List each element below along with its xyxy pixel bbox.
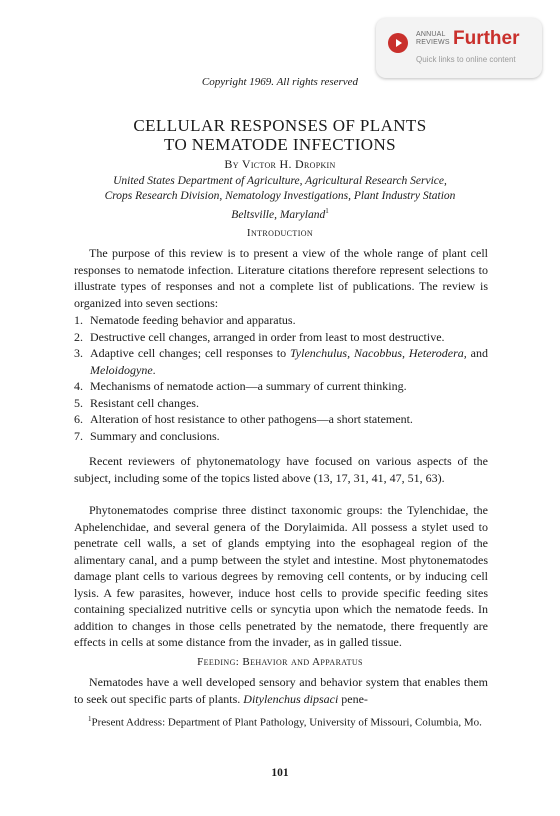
list-item: 5. Resistant cell changes. [74,395,199,410]
copyright-notice: Copyright 1969. All rights reserved [201,76,359,88]
section-heading-feeding: Feeding: Behavior and Apparatus [197,656,363,668]
feeding-paragraph: Nematodes have a well developed sensory and behavior system that enables them to seek out specific parts of plants. Ditylenchus dipsaci pene- [74,675,488,706]
badge-further-label: Further [453,28,520,49]
sections-list [74,312,488,444]
author-affiliation: United States Department of Agriculture, Agricultural Research Service, Crops Research Division, Nematology Investigations, Plant Industry Station Beltsville, Maryland$^1$ [104,175,456,221]
list-item: 2. Destructive cell changes, arranged in order from least to most destructive. [74,329,445,344]
list-item: 4. Mechanisms of nematode action—a summary of current thinking. [74,379,407,393]
section-heading-introduction: Introduction [246,227,314,239]
badge-annual-reviews-label: ANNUAL REVIEWS [416,31,450,46]
page-number: 101 [271,767,289,779]
annual-reviews-further-badge[interactable] [376,18,542,78]
play-arrow-icon [388,33,408,53]
list-item: 3. Adaptive cell changes; cell responses to Tylenchulus, Nacobbus, Heterodera, and Meloidogyne. [74,346,489,377]
list-item: 6. Alteration of host resistance to other pathogens—a short statement. [74,412,413,426]
reviewers-paragraph: Recent reviewers of phytonematology have focused on various aspects of the subject, including some of the topics listed above (13, 17, 31, 41, 47, 51, 63). [74,454,488,485]
article-title: CELLULAR RESPONSES OF PLANTS TO NEMATODE INFECTIONS [133,116,427,154]
footnote-marker[interactable]: 1 [325,207,329,215]
badge-quick-links-label: Quick links to online content [416,55,516,64]
list-item: 7. Summary and conclusions. [74,428,220,443]
phytonematodes-paragraph: Phytonematodes comprise three distinct taxonomic groups: the Tylenchidae, the Aphelenchidae, and several genera of the Dorylaimida. All possess a stylet used to penetrate cell walls, a set of glands emptying into the esophageal region of the alimentary canal, and a pump between the stylet and intestine. Most phytonematodes damage plant cells to various degrees by removing cell contents, or by inducing cell lysis. A few parasites, however, induce host cells to provide specific feeding sites containing specialized nutritive cells or syncytia upon which the nematode feeds. In addition to changes in those cells penetrated by the nematode, there frequently are effects in cells at some distance from the invader, as in galled tissue. [74,503,488,649]
footnote: $^1$Present Address: Department of Plant Pathology, University of Missouri, Columbia, Mo. [88,715,482,729]
intro-paragraph: The purpose of this review is to present a view of the whole range of plant cell responses to nematode infection. Literature citations therefore represent selections to illustrate types of responses and not a complete list of publications. The review is organized into seven sections: [74,246,488,310]
list-item: 1. Nematode feeding behavior and apparatus. [74,313,296,327]
author-byline: By Victor H. Dropkin [224,157,336,171]
